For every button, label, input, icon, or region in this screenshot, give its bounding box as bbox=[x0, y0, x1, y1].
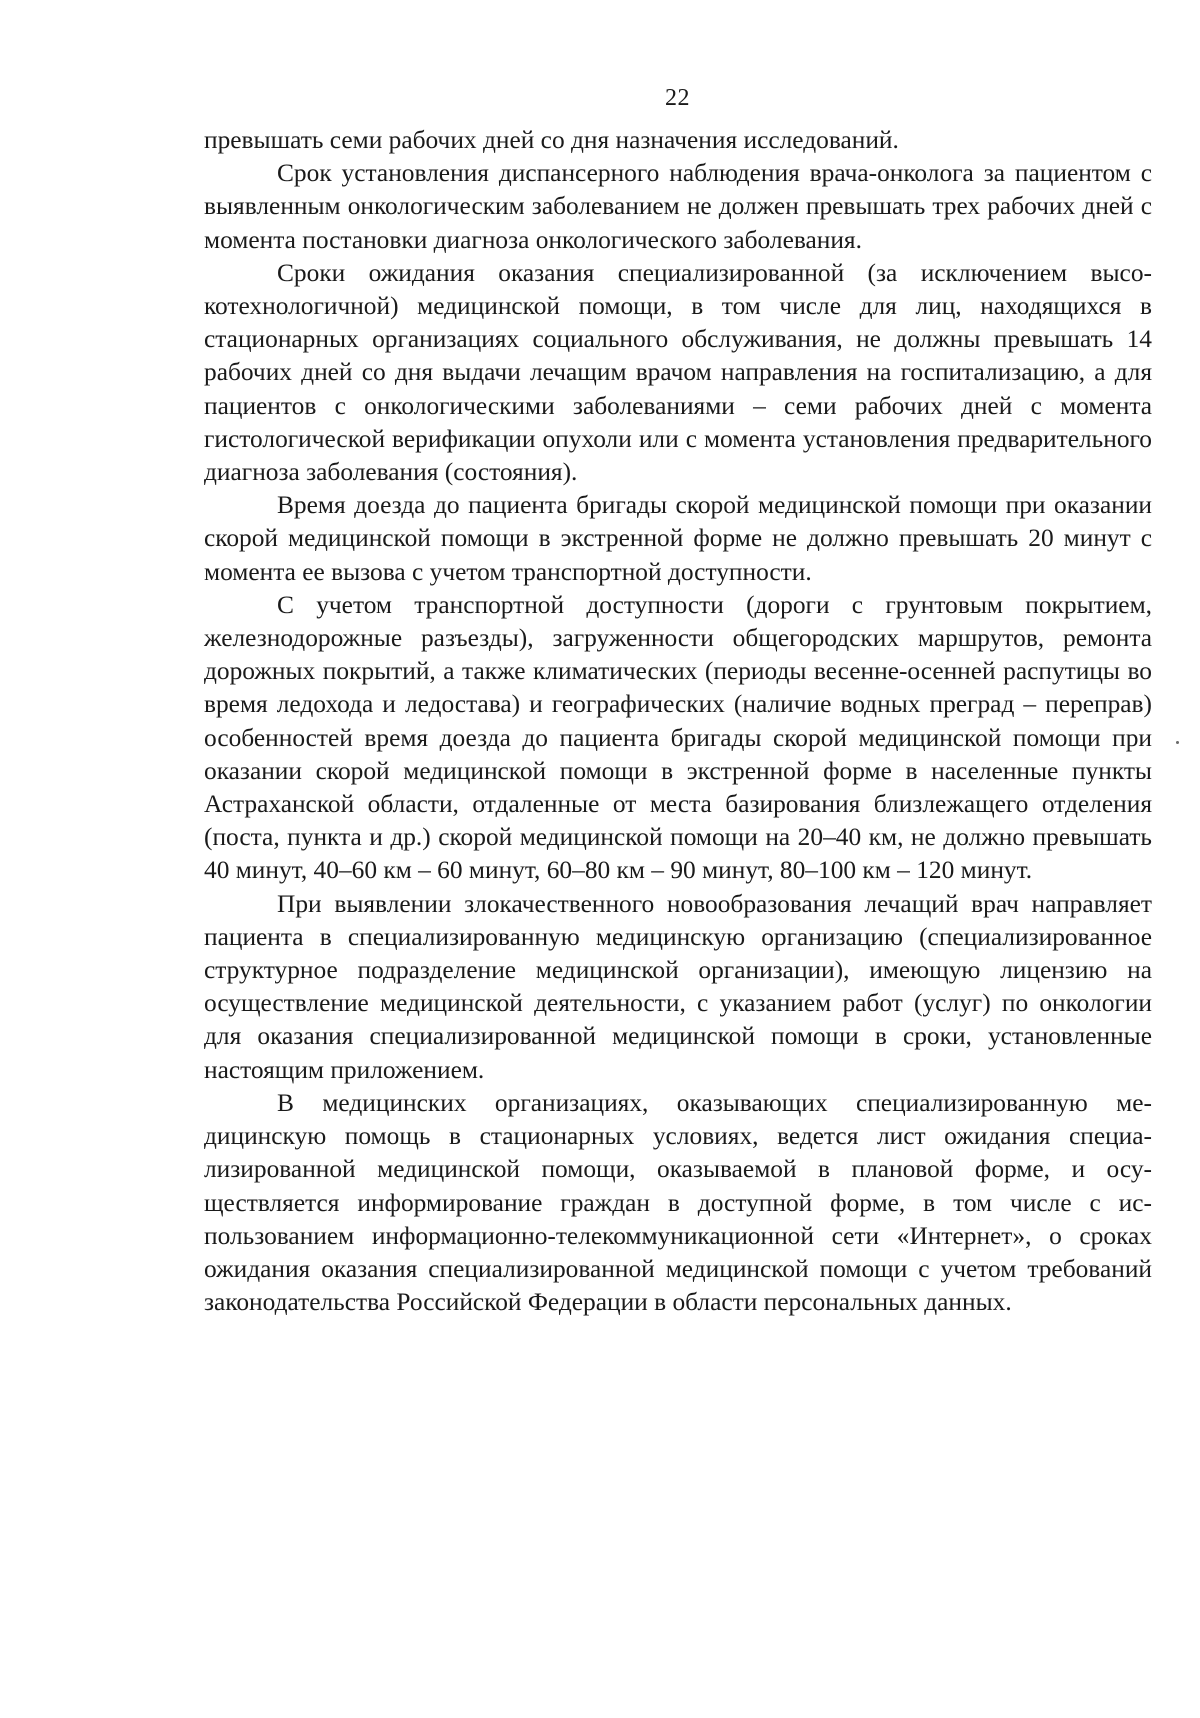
paragraph-specialized-care-waiting: Сроки ожидания оказания специализированной (за исключением высокотехнологичной) медицинской помощи, в том числе для лиц, находящихся в стационарных организациях социального обслуживания, не должны превышать 14 рабочих дней со дня выдачи лечащим врачом направления на госпитализацию, а для пациентов с онкологическими заболеваниями – семи рабочих дней с момента гистологической верификации опухоли или с момента установления предварительного диагноза заболевания (состояния). bbox=[204, 258, 1152, 487]
page-number: 22 bbox=[665, 85, 690, 111]
paragraph-continuation: превышать семи рабочих дней со дня назначения исследований. bbox=[204, 126, 899, 154]
paragraph-waiting-list: В медицинских организациях, оказывающих специализированную медицинскую помощь в стационарных условиях, ведется лист ожидания специализированной медицинской помощи, оказываемой в плановой форме, и осуществляется информирование граждан в доступной форме, в том числе с использованием информационно-телекоммуникационной сети «Интернет», о сроках ожидания оказания специализированной медицинской помощи с учетом требований законодательства Российской Федерации в области персональных данных. bbox=[204, 1088, 1152, 1317]
paragraph-ambulance-arrival-time: Время доезда до пациента бригады скорой медицинской помощи при оказании скорой медицинской помощи в экстренной форме не должно превышать 20 минут с момента ее вызова с учетом транспортной доступности. bbox=[204, 491, 1152, 586]
scan-speck bbox=[1176, 741, 1179, 744]
paragraph-malignant-neoplasm-referral: При выявлении злокачественного новообразования лечащий врач направляет пациента в специализированную медицинскую организацию (специализированное структурное подразделение медицинской организации), имеющую лицензию на осуществление медицинской деятельности, с указанием работ (услуг) по онкологии для оказания специализированной медицинской помощи в сроки, установленные настоящим приложением. bbox=[204, 889, 1152, 1084]
paragraph-dispensary-observation: Срок установления диспансерного наблюдения врача-онколога за пациентом с выявленным онкологическим заболеванием не должен превышать трех рабочих дней с момента постановки диагноза онкологического заболевания. bbox=[204, 159, 1152, 254]
paragraph-remote-settlements: С учетом транспортной доступности (дороги с грунтовым покрытием, железнодорожные разъезды), загруженности общегородских маршрутов, ремонта дорожных покрытий, а также климатических (периоды весенне-осенней распутицы во время ледохода и ледостава) и географических (наличие водных преград – переправ) особенностей время доезда до пациента бригады скорой медицинской помощи при оказании скорой медицинской помощи в экстренной форме в населенные пункты Астраханской области, отдаленные от места базирования близлежащего отделения (поста, пункта и др.) скорой медицинской помощи на 20–40 км, не должно превышать 40 минут, 40–60 км – 60 минут, 60–80 км – 90 минут, 80–100 км – 120 минут. bbox=[204, 590, 1152, 885]
document-body bbox=[204, 124, 1152, 1319]
